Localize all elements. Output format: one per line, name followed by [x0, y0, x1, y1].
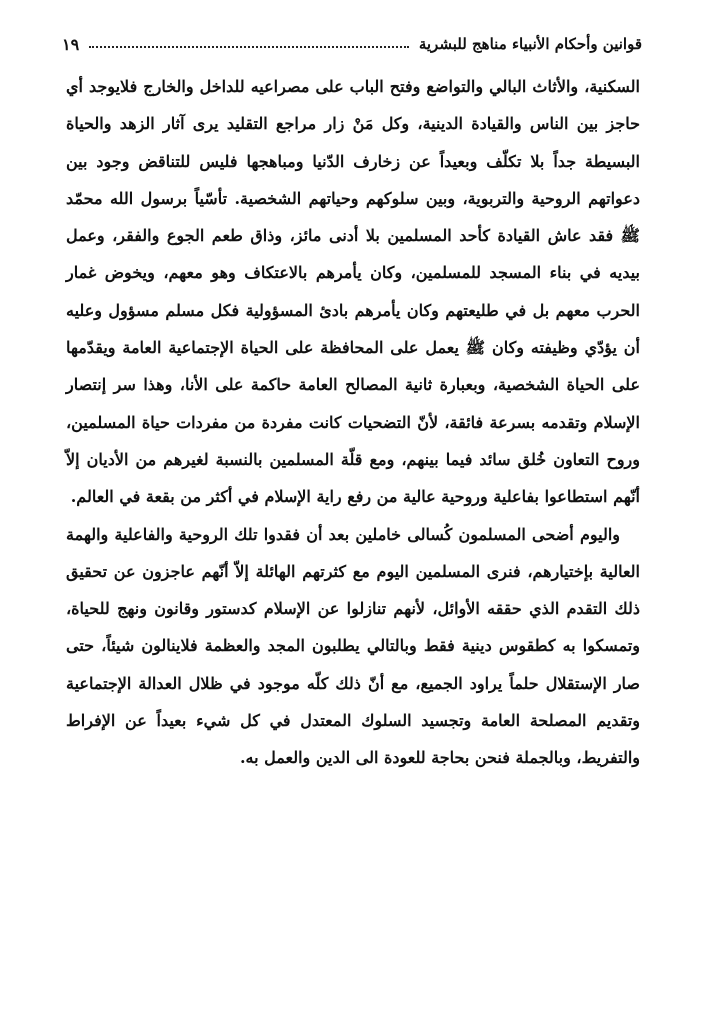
paragraph-1: السكنية، والأثاث البالي والتواضع وفتح الباب على مصراعيه للداخل والخارج فلايوجد أي حاجز بين الناس والقيادة الدينية، وكل مَنْ زار مراجع التقليد يرى آثار الزهد والحياة البسيطة جداً بلا تكلّف وبعيداً عن زخارف الدّنيا ومباهجها فليس للتناقض وجود بين دعواتهم الروحية والتربوية، وبين سلوكهم وحياتهم الشخصية. تأسّياً برسول الله محمّد ﷺ فقد عاش القيادة كأحد المسلمين بلا أدنى مائز، وذاق طعم الجوع والفقر، وعمل بيديه في بناء المسجد للمسلمين، وكان يأمرهم بالاعتكاف وهو معهم، ويخوض غمار الحرب معهم بل في طليعتهم وكان يأمرهم بادئ المسؤولية فكل مسلم مسؤول وعليه أن يؤدّي وظيفته وكان ﷺ يعمل على المحافظة على الحياة الإجتماعية العامة ويقدّمها على الحياة الشخصية، وبعبارة ثانية المصالح العامة حاكمة على الأنا، وهذا سر إنتصار الإسلام وتقدمه بسرعة فائقة، لأنّ التضحيات كانت مفردة من مفردات حياة المسلمين، وروح التعاون خُلق سائد فيما بينهم، ومع قلّة المسلمين بالنسبة لغيرهم من الأديان إلاّ أنّهم استطاعوا بفاعلية وروحية عالية من رفع راية الإسلام في أكثر من بقعة في العالم.	[66, 77, 640, 507]
page-number: ١٩	[62, 34, 80, 54]
body-text	[66, 68, 640, 777]
paragraph-2: واليوم أضحى المسلمون كُسالى خاملين بعد أن فقدوا تلك الروحية والفاعلية والهمة العالية بإختيارهم، فنرى المسلمين اليوم مع كثرتهم الهائلة إلاّ أنّهم عاجزون عن تحقيق ذلك التقدم الذي حققه الأوائل، لأنهم تنازلوا عن الإسلام كدستور وقانون ونهج للحياة، وتمسكوا به كطقوس دينية فقط وبالتالي يطلبون المجد والعظمة فلاينالون شيئاً، حتى صار الإستقلال حلماً يراود الجميع، مع أنّ ذلك كلّه موجود في ظلال العدالة الإجتماعية وتقديم المصلحة العامة وتجسيد السلوك المعتدل في كل شيء بعيداً عن الإفراط والتفريط، وبالجملة فنحن بحاجة للعودة الى الدين والعمل به.	[66, 524, 640, 768]
running-header	[62, 30, 642, 58]
header-title: قوانين وأحكام الأنبياء مناهج للبشرية	[418, 35, 642, 53]
header-dot-leader	[89, 36, 409, 48]
